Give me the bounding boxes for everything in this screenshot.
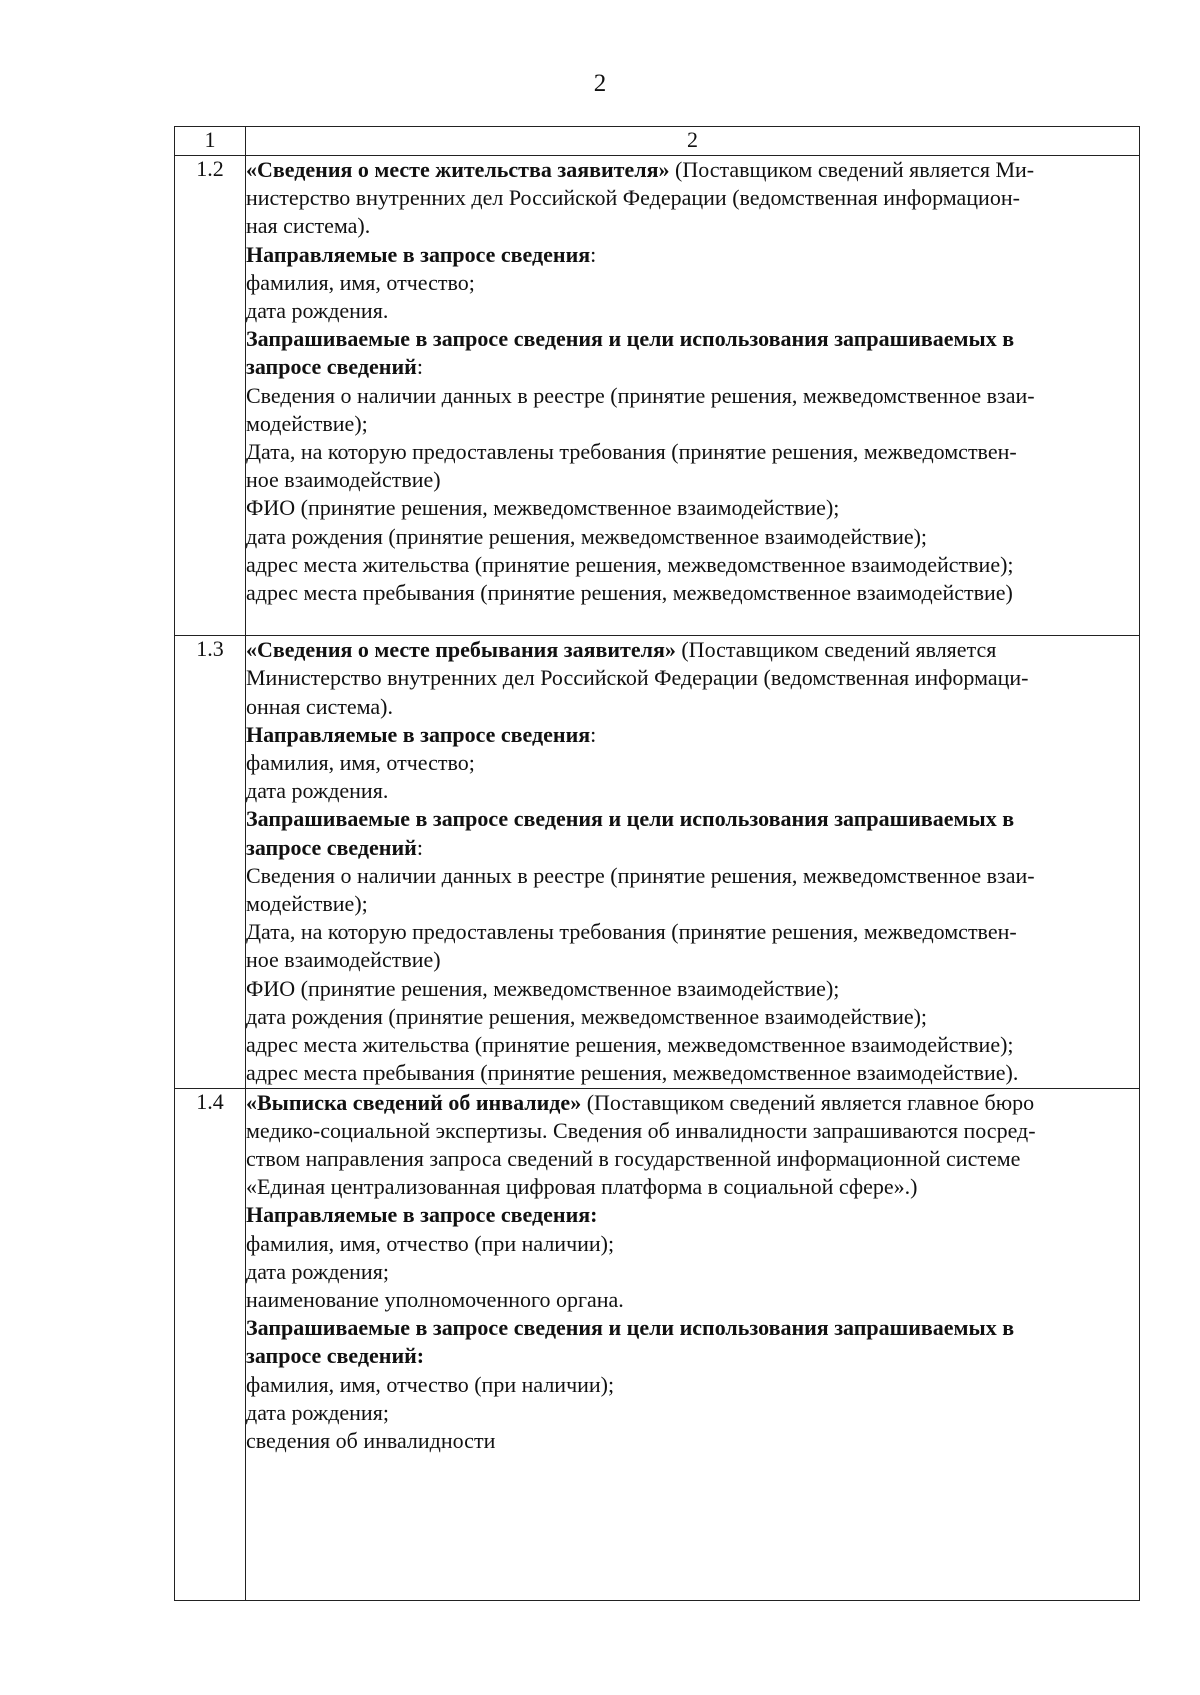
req-heading: запросе сведений bbox=[246, 354, 417, 380]
sent-heading: Направляемые в запросе сведения: bbox=[246, 1202, 598, 1228]
row-title: «Выписка сведений об инвалиде» bbox=[246, 1089, 582, 1115]
req-heading: запросе сведений: bbox=[246, 1343, 425, 1369]
row-intro-line: медико-социальной экспертизы. Сведения об инвалидности запрашиваются посред- bbox=[246, 1117, 1036, 1143]
req-heading: Запрашиваемые в запросе сведения и цели использования запрашиваемых в bbox=[246, 806, 1015, 832]
list-item: адрес места жительства (принятие решения, межведомственное взаимодействие); bbox=[246, 551, 1014, 577]
req-heading: запросе сведений bbox=[246, 834, 417, 860]
row-intro-line bbox=[246, 1089, 1139, 1117]
row-title: «Сведения о месте жительства заявителя» bbox=[246, 157, 670, 182]
row-content bbox=[246, 156, 1140, 636]
sent-heading-colon: : bbox=[590, 721, 597, 747]
list-item: модействие); bbox=[246, 410, 368, 436]
list-item: сведения об инвалидности bbox=[246, 1427, 496, 1453]
list-item: ное взаимодействие) bbox=[246, 467, 441, 493]
req-heading-line bbox=[246, 353, 1139, 381]
row-title: «Сведения о месте пребывания заявителя» bbox=[246, 637, 676, 663]
requests-table bbox=[174, 126, 1140, 1601]
list-item: фамилия, имя, отчество (при наличии); bbox=[246, 1230, 615, 1256]
list-item: дата рождения; bbox=[246, 1258, 389, 1284]
list-item: дата рождения. bbox=[246, 298, 389, 324]
row-number: 1.2 bbox=[175, 156, 246, 636]
table-row bbox=[175, 1088, 1140, 1601]
row-intro-text: (Поставщиком сведений является bbox=[675, 637, 997, 663]
table-header-row bbox=[175, 127, 1140, 156]
row-number: 1.4 bbox=[175, 1088, 246, 1601]
row-intro-line: «Единая централизованная цифровая платформа в социальной сфере».) bbox=[246, 1174, 918, 1200]
sent-heading-line bbox=[246, 721, 1139, 749]
list-item: дата рождения (принятие решения, межведомственное взаимодействие); bbox=[246, 523, 928, 549]
list-item: адрес места пребывания (принятие решения, межведомственное взаимодействие). bbox=[246, 1060, 1019, 1086]
table-row bbox=[175, 156, 1140, 636]
row-intro-line: нистерство внутренних дел Российской Федерации (ведомственная информацион- bbox=[246, 185, 1020, 211]
row-intro-line: ством направления запроса сведений в государственной информационной системе bbox=[246, 1145, 1021, 1171]
list-item: наименование уполномоченного органа. bbox=[246, 1286, 624, 1312]
header-col-content: 2 bbox=[246, 127, 1140, 156]
sent-heading: Направляемые в запросе сведения bbox=[246, 721, 591, 747]
header-col-number: 1 bbox=[175, 127, 246, 156]
list-item: Дата, на которую предоставлены требования (принятие решения, межведомствен- bbox=[246, 919, 1017, 945]
list-item: фамилия, имя, отчество; bbox=[246, 750, 475, 776]
list-item: дата рождения. bbox=[246, 778, 389, 804]
row-intro-line bbox=[246, 636, 1139, 664]
list-item: ное взаимодействие) bbox=[246, 947, 441, 973]
list-item: адрес места жительства (принятие решения, межведомственное взаимодействие); bbox=[246, 1032, 1014, 1058]
row-bottom-space bbox=[246, 1455, 1139, 1600]
list-item: дата рождения (принятие решения, межведомственное взаимодействие); bbox=[246, 1003, 928, 1029]
row-bottom-space bbox=[246, 607, 1139, 635]
sent-heading: Направляемые в запросе сведения bbox=[246, 241, 591, 267]
table-row bbox=[175, 636, 1140, 1088]
row-intro-line: онная система). bbox=[246, 693, 393, 719]
row-intro-line: ная система). bbox=[246, 213, 371, 239]
list-item: фамилия, имя, отчество; bbox=[246, 269, 475, 295]
list-item: фамилия, имя, отчество (при наличии); bbox=[246, 1371, 615, 1397]
req-heading-colon: : bbox=[416, 834, 423, 860]
list-item: модействие); bbox=[246, 891, 368, 917]
row-intro-text: (Поставщиком сведений является Ми- bbox=[669, 157, 1035, 182]
row-intro-line: Министерство внутренних дел Российской Федерации (ведомственная информаци- bbox=[246, 665, 1029, 691]
list-item: Сведения о наличии данных в реестре (принятие решения, межведомственное взаи- bbox=[246, 382, 1035, 408]
row-content bbox=[246, 636, 1140, 1088]
list-item: дата рождения; bbox=[246, 1399, 389, 1425]
list-item: ФИО (принятие решения, межведомственное взаимодействие); bbox=[246, 975, 840, 1001]
req-heading-line bbox=[246, 834, 1139, 862]
sent-heading-line bbox=[246, 241, 1139, 269]
row-number: 1.3 bbox=[175, 636, 246, 1088]
list-item: адрес места пребывания (принятие решения, межведомственное взаимодействие) bbox=[246, 580, 1013, 606]
list-item: Дата, на которую предоставлены требования (принятие решения, межведомствен- bbox=[246, 439, 1017, 465]
row-intro-line bbox=[246, 156, 1139, 184]
row-content bbox=[246, 1088, 1140, 1601]
page-number: 2 bbox=[593, 70, 607, 97]
req-heading-colon: : bbox=[416, 354, 423, 380]
req-heading: Запрашиваемые в запросе сведения и цели использования запрашиваемых в bbox=[246, 1315, 1015, 1341]
row-intro-text: (Поставщиком сведений является главное бюро bbox=[581, 1089, 1035, 1115]
list-item: Сведения о наличии данных в реестре (принятие решения, межведомственное взаи- bbox=[246, 862, 1035, 888]
req-heading: Запрашиваемые в запросе сведения и цели использования запрашиваемых в bbox=[246, 326, 1015, 352]
sent-heading-colon: : bbox=[590, 241, 597, 267]
list-item: ФИО (принятие решения, межведомственное взаимодействие); bbox=[246, 495, 840, 521]
